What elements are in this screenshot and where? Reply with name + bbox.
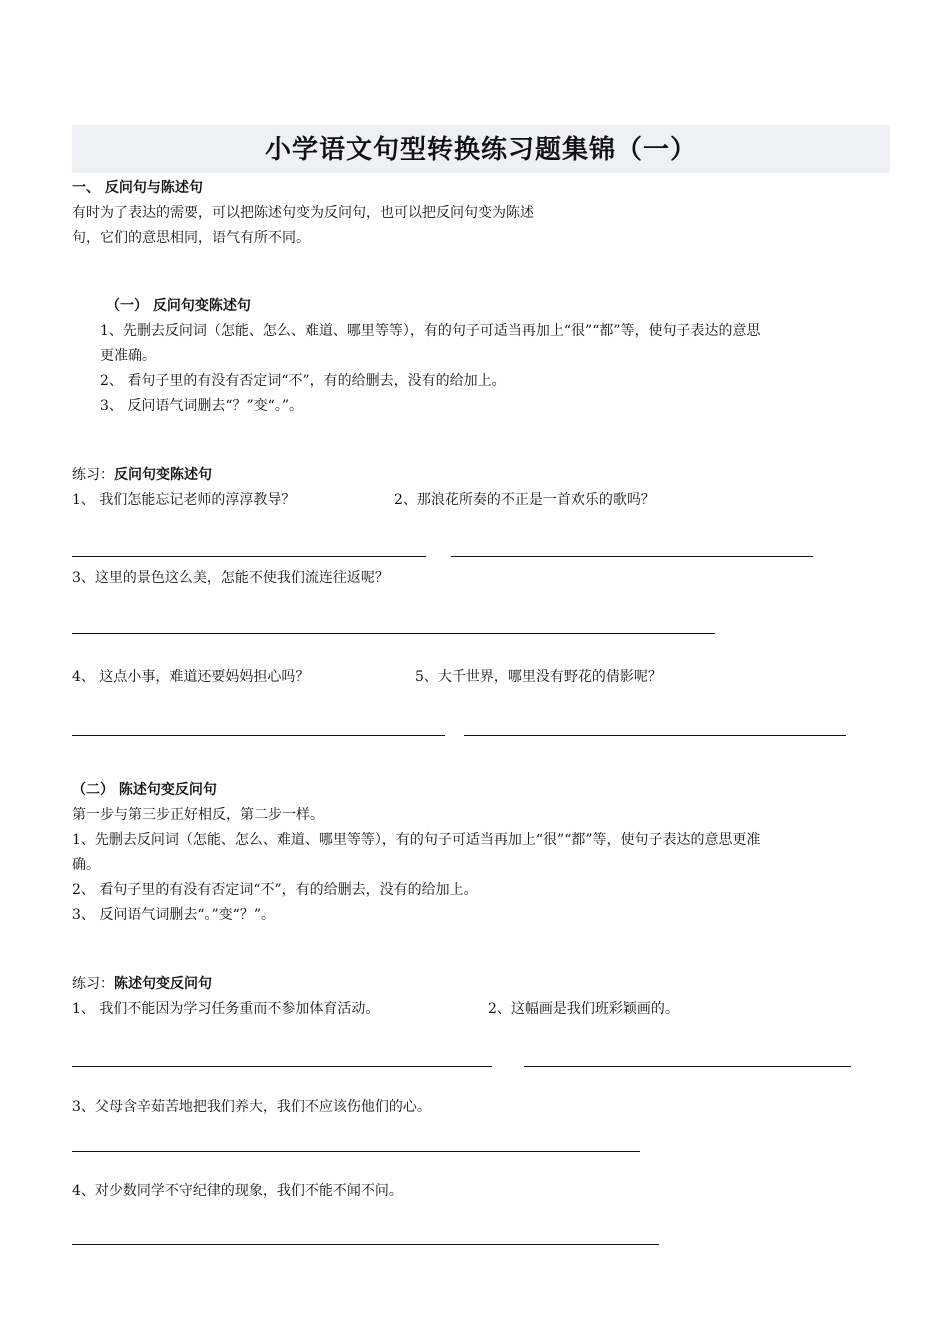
exercise2-label bbox=[72, 974, 212, 994]
exercise1-label-prefix: 练习： bbox=[72, 467, 114, 483]
part1-heading: （一） 反问句变陈述句 bbox=[106, 298, 251, 314]
part1-rule3: 3、 反问语气词删去“？”变“。”。 bbox=[100, 398, 303, 414]
answer-line-e2-q2[interactable] bbox=[524, 1066, 851, 1067]
answer-line-e2-q1[interactable] bbox=[72, 1066, 492, 1067]
part1-rule1-line2: 更准确。 bbox=[100, 348, 156, 364]
exercise1-label bbox=[72, 465, 212, 485]
part1-rule1-line1: 1、先删去反问词（怎能、怎么、难道、哪里等等），有的句子可适当再加上“很”“都”等，使句子表达的意思 bbox=[100, 323, 761, 339]
part2-rule1-line2: 确。 bbox=[72, 857, 100, 873]
part2-rule2: 2、 看句子里的有没有否定词“不”，有的给删去，没有的给加上。 bbox=[72, 882, 478, 898]
answer-line-e2-q4[interactable] bbox=[72, 1244, 659, 1245]
exercise2-q1: 1、 我们不能因为学习任务重而不参加体育活动。 bbox=[72, 1001, 380, 1017]
section1-intro-line2: 句，它们的意思相同，语气有所不同。 bbox=[72, 230, 310, 246]
answer-line-e1-q3[interactable] bbox=[72, 633, 715, 634]
part1-rule2: 2、 看句子里的有没有否定词“不”，有的给删去，没有的给加上。 bbox=[100, 373, 506, 389]
exercise2-q3: 3、父母含辛茹苦地把我们养大，我们不应该伤他们的心。 bbox=[72, 1099, 431, 1115]
exercise1-q3: 3、这里的景色这么美，怎能不使我们流连往返呢？ bbox=[72, 570, 389, 586]
exercise2-q2: 2、这幅画是我们班彩颖画的。 bbox=[488, 1001, 679, 1017]
part2-intro: 第一步与第三步正好相反，第二步一样。 bbox=[72, 807, 324, 823]
answer-line-e2-q3[interactable] bbox=[72, 1151, 640, 1152]
exercise1-label-title: 反问句变陈述句 bbox=[114, 467, 212, 483]
page-title: 小学语文句型转换练习题集锦（一） bbox=[264, 135, 697, 165]
exercise1-q2: 2、那浪花所奏的不正是一首欢乐的歌吗？ bbox=[394, 492, 655, 508]
exercise2-label-prefix: 练习： bbox=[72, 976, 114, 992]
answer-line-e1-q2[interactable] bbox=[451, 556, 813, 557]
exercise2-label-title: 陈述句变反问句 bbox=[114, 976, 212, 992]
part2-heading: （二） 陈述句变反问句 bbox=[72, 782, 217, 798]
part2-rule1-line1: 1、先删去反问词（怎能、怎么、难道、哪里等等），有的句子可适当再加上“很”“都”等，使句子表达的意思更准 bbox=[72, 832, 761, 848]
section1-intro-line1: 有时为了表达的需要，可以把陈述句变为反问句，也可以把反问句变为陈述 bbox=[72, 205, 534, 221]
answer-line-e1-q1[interactable] bbox=[72, 556, 426, 557]
exercise1-q1: 1、 我们怎能忘记老师的淳淳教导？ bbox=[72, 492, 296, 508]
exercise2-q4: 4、对少数同学不守纪律的现象，我们不能不闻不问。 bbox=[72, 1183, 403, 1199]
answer-line-e1-q5[interactable] bbox=[464, 735, 846, 736]
exercise1-q5: 5、大千世界，哪里没有野花的倩影呢？ bbox=[415, 669, 662, 685]
part2-rule3: 3、 反问语气词删去“。”变“？”。 bbox=[72, 907, 275, 923]
answer-line-e1-q4[interactable] bbox=[72, 735, 445, 736]
section1-heading: 一、 反问句与陈述句 bbox=[72, 180, 203, 196]
exercise1-q4: 4、 这点小事，难道还要妈妈担心吗？ bbox=[72, 669, 310, 685]
